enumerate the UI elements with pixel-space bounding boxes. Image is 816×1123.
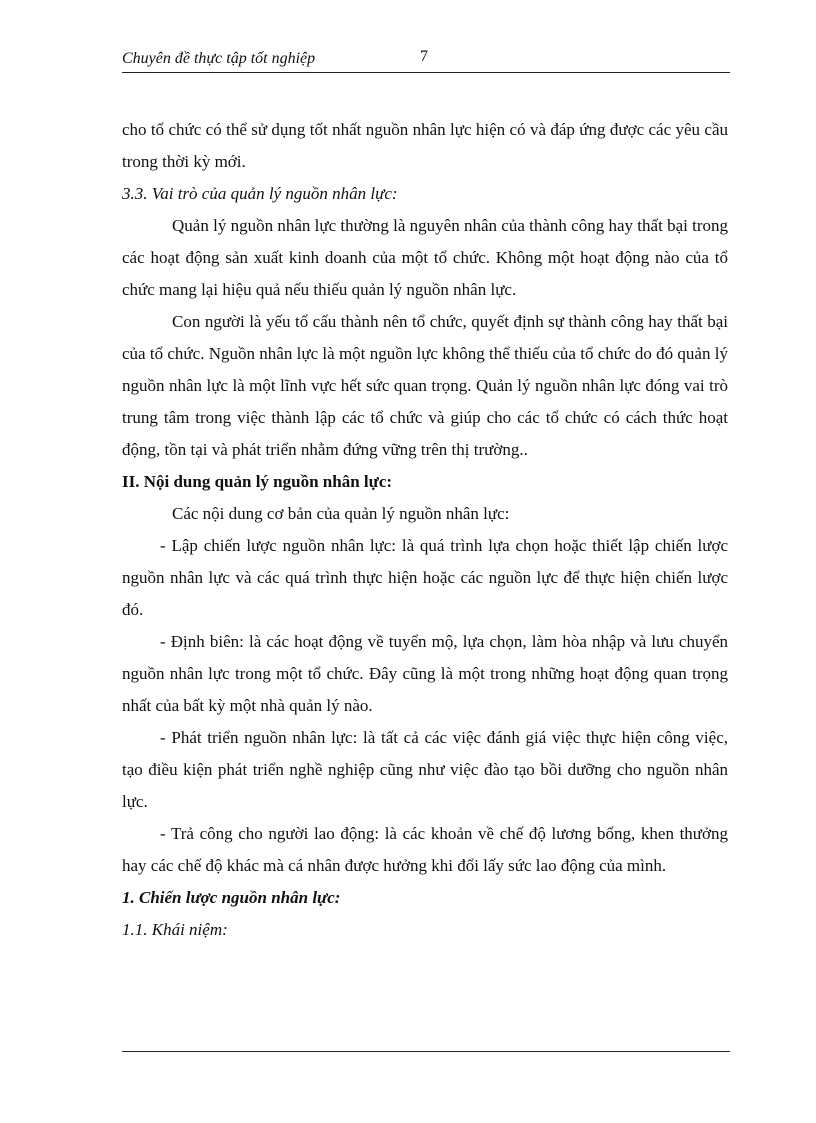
page-number: 7 — [420, 48, 428, 65]
section-heading-II: II. Nội dung quản lý nguồn nhân lực: — [122, 472, 393, 491]
section-heading-1: 1. Chiến lược nguồn nhân lực: — [122, 888, 341, 907]
paragraph-role-1: Quản lý nguồn nhân lực thường là nguyên nhân của thành công hay thất bại trong các hoạt động sản xuất kinh doanh của một tổ chức. Không một hoạt động nào của tổ chức mang lại hiệu quả nếu thiếu quản lý nguồn nhân lực. — [122, 216, 728, 299]
section-heading-3-3: 3.3. Vai trò của quản lý nguồn nhân lực: — [122, 184, 398, 203]
page-body — [122, 114, 728, 946]
header-title: Chuyên đề thực tập tốt nghiệp — [122, 50, 316, 67]
section-heading-1-1: 1.1. Khái niệm: — [122, 920, 228, 939]
list-item-staffing: - Định biên: là các hoạt động về tuyển mộ, lựa chọn, làm hòa nhập và lưu chuyển nguồn nhân lực trong một tổ chức. Đây cũng là một trong những hoạt động quan trọng nhất của bất kỳ một nhà quản lý nào. — [122, 632, 728, 715]
list-item-development: - Phát triển nguồn nhân lực: là tất cả các việc đánh giá việc thực hiện công việc, tạo điều kiện phát triển nghề nghiệp cũng như việc đào tạo bồi dưỡng cho nguồn nhân lực. — [122, 728, 728, 811]
paragraph-contents-intro: Các nội dung cơ bản của quản lý nguồn nhân lực: — [172, 504, 510, 523]
list-item-compensation: - Trả công cho người lao động: là các khoản về chế độ lương bổng, khen thưởng hay các chế độ khác mà cá nhân được hưởng khi đổi lấy sức lao động của mình. — [122, 824, 728, 875]
page-header — [122, 48, 730, 73]
footer-rule — [122, 1051, 730, 1052]
paragraph-continuation: cho tổ chức có thể sử dụng tốt nhất nguồn nhân lực hiện có và đáp ứng được các yêu cầu trong thời kỳ mới. — [122, 120, 728, 171]
paragraph-role-2: Con người là yếu tố cấu thành nên tổ chức, quyết định sự thành công hay thất bại của tổ chức. Nguồn nhân lực là một nguồn lực không thể thiếu của tổ chức do đó quản lý nguồn nhân lực là một lĩnh vực hết sức quan trọng. Quản lý nguồn nhân lực đóng vai trò trung tâm trong việc thành lập các tổ chức và giúp cho các tổ chức có cách thức hoạt động, tồn tại và phát triển nhằm đứng vững trên thị trường.. — [122, 312, 728, 459]
list-item-strategy: - Lập chiến lược nguồn nhân lực: là quá trình lựa chọn hoặc thiết lập chiến lược nguồn nhân lực và các quá trình thực hiện hoặc các nguồn lực để thực hiện chiến lược đó. — [122, 536, 728, 619]
